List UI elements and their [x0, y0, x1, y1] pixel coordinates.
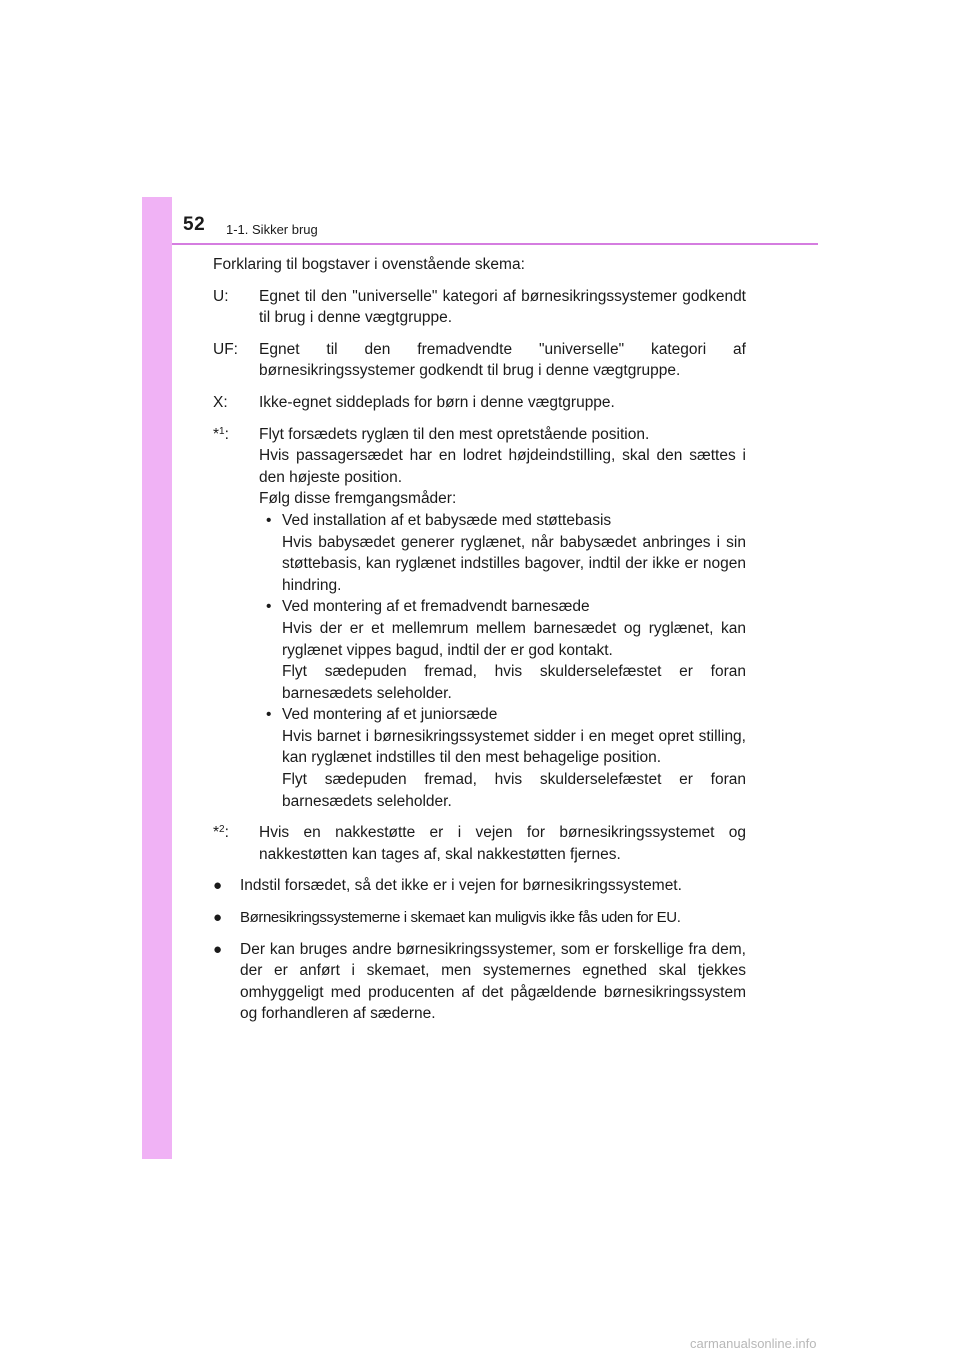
definition-key: X:: [213, 393, 228, 411]
watermark: carmanualsonline.info: [690, 1336, 817, 1351]
definition-uf: [213, 339, 746, 382]
definition-text: Ikke-egnet siddeplads for børn i denne vægtgruppe.: [259, 393, 615, 411]
header-divider: [172, 243, 818, 245]
list-item: [266, 704, 746, 812]
list-item-title: Ved montering af et fremadvendt barnesæde: [282, 598, 590, 616]
list-item-paragraph: Hvis barnet i børnesikringssystemet sidder i en meget opret stilling, kan ryglænet indstilles til den mest behagelige position.: [282, 727, 746, 767]
footnote-colon: :: [224, 425, 229, 443]
list-item-body: [282, 596, 746, 704]
footnote-colon: :: [224, 824, 229, 842]
note-item: [213, 875, 746, 897]
definition-text: Egnet til den fremadvendte "universelle" kategori af børnesikringssystemer godkendt til brug i denne vægtgruppe.: [259, 340, 746, 380]
definition-x: [213, 392, 746, 414]
page-content: [213, 254, 746, 1035]
list-item-title: Ved installation af et babysæde med støttebasis: [282, 511, 612, 529]
section-tab-bar: [142, 197, 172, 1159]
footnote-marker: [213, 424, 259, 813]
bullet-circle-icon: ●: [213, 909, 223, 927]
bullet-circle-icon: ●: [213, 877, 223, 895]
footnote-body: Hvis en nakkestøtte er i vejen for børnesikringssystemet og nakkestøtten kan tages af, skal nakkestøtten fjernes.: [259, 824, 746, 863]
bullet-icon: •: [266, 598, 272, 616]
list-item-paragraph: Hvis der er et mellemrum mellem barnesædet og ryglænet, kan ryglænet vippes bagud, indtil der er god kontakt.: [282, 619, 746, 659]
footnote-marker: [213, 822, 259, 865]
footnote-body: [259, 424, 746, 813]
bullet-icon: •: [266, 511, 272, 529]
footnote-star: *: [213, 824, 220, 842]
definition-u: [213, 286, 746, 329]
note-item: [213, 907, 746, 929]
list-item-paragraph: Flyt sædepuden fremad, hvis skulderselefæstet er foran barnesædets seleholder.: [282, 771, 746, 810]
page-number: 52: [183, 214, 206, 235]
list-item-paragraph: Flyt sædepuden fremad, hvis skulderselefæstet er foran barnesædets seleholder.: [282, 663, 746, 702]
list-item-title: Ved montering af et juniorsæde: [282, 706, 498, 724]
footnote-1: [213, 424, 746, 813]
intro-text: Forklaring til bogstaver i ovenstående skema:: [213, 256, 525, 273]
definition-key: UF:: [213, 340, 238, 358]
footnote-line: Hvis passagersædet har en lodret højdeindstilling, skal den sættes i den højeste position.: [259, 447, 746, 486]
note-text: Indstil forsædet, så det ikke er i vejen for børnesikringssystemet.: [240, 877, 682, 895]
note-text: Børnesikringssystemerne i skemaet kan muligvis ikke fås uden for EU.: [240, 909, 681, 927]
bullet-circle-icon: ●: [213, 940, 223, 958]
footnote-star: *: [213, 425, 220, 443]
list-item: [266, 596, 746, 704]
footnote-number: 2: [219, 824, 225, 836]
footnote-line: Flyt forsædets ryglæn til den mest opretstående position.: [259, 425, 650, 443]
footnote-number: 1: [219, 425, 225, 437]
list-item-body: [282, 510, 746, 596]
note-item: [213, 939, 746, 1025]
footnote-2: [213, 822, 746, 865]
list-item: [266, 510, 746, 596]
definition-key: U:: [213, 287, 229, 305]
section-title: 1-1. Sikker brug: [226, 222, 318, 237]
note-text: Der kan bruges andre børnesikringssystemer, som er forskellige fra dem, der er anført i skemaet, men systemernes egnethed skal tjekkes omhyggeligt med producenten af det pågældende børnesikringssystem og forhandleren af sæderne.: [240, 940, 746, 1023]
list-item-body: [282, 704, 746, 812]
footnote-line: Følg disse fremgangsmåder:: [259, 490, 457, 508]
definition-text: Egnet til den "universelle" kategori af børnesikringssystemer godkendt til brug i denne vægtgruppe.: [259, 287, 746, 327]
list-item-paragraph: Hvis babysædet generer ryglænet, når babysædet anbringes i sin støttebasis, kan ryglænet indstilles bagover, indtil der ikke er nogen hindring.: [282, 533, 746, 594]
bullet-icon: •: [266, 706, 272, 724]
procedure-list: [266, 510, 746, 812]
